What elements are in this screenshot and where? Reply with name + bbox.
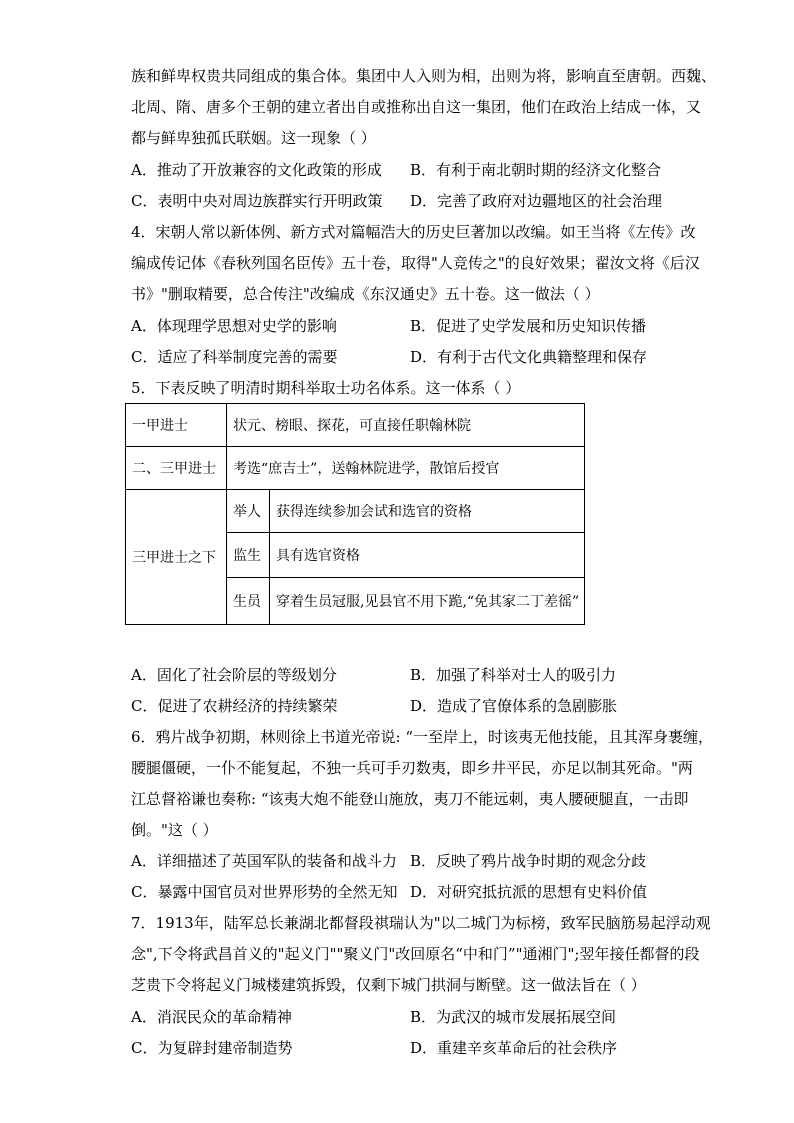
table-cell-sublabel: 监生 [227, 533, 270, 578]
table-cell-desc: 获得连续参加会试和选官的资格 [270, 490, 585, 533]
table-cell-desc: 考选“庶吉士”，送翰林院进学，散馆后授官 [227, 447, 585, 490]
q6-stem-line-2: 腰腿僵硬，一仆不能复起，不独一兵可手刃数夷，即乡井平民，亦足以制其死命。"两 [131, 759, 693, 777]
q4-option-a[interactable]: A．体现理学思想对史学的影响 [131, 317, 337, 335]
q7-option-a[interactable]: A．消泯民众的革命精神 [131, 1008, 292, 1026]
q3-option-b[interactable]: B．有利于南北朝时期的经济文化整合 [410, 161, 662, 179]
q7-stem-line-1: 7．1913年，陆军总长兼湖北都督段祺瑞认为"以二城门为标榜，致军民脑筋易起浮动观 [131, 914, 711, 932]
q7-stem-line-3: 芝贵下令将起义门城楼建筑拆毁，仅剩下城门拱洞与断壁。这一做法旨在（ ） [131, 976, 646, 994]
q6-stem-line-4: 倒。"这（ ） [131, 821, 218, 839]
table-cell-label: 一甲进士 [126, 404, 227, 447]
q6-option-c[interactable]: C．暴露中国官员对世界形势的全然无知 [131, 883, 398, 901]
table-row [126, 447, 585, 490]
q4-option-d[interactable]: D．有利于古代文化典籍整理和保存 [410, 348, 648, 366]
q7-stem-line-2: 念",下令将武昌首义的"起义门""聚义门"改回原名“中和门”"通湘门";翌年接任都督的段 [131, 945, 700, 963]
q3-option-c[interactable]: C．表明中央对周边族群实行开明政策 [131, 192, 383, 210]
q5-option-d[interactable]: D．造成了官僚体系的急剧膨胀 [410, 697, 618, 715]
q4-option-b[interactable]: B．促进了史学发展和历史知识传播 [410, 317, 647, 335]
table-cell-desc: 具有选官资格 [270, 533, 585, 578]
q7-option-c[interactable]: C．为复辟封建帝制造势 [131, 1039, 293, 1057]
keju-rank-table [125, 403, 585, 625]
table-row [126, 490, 585, 533]
table-cell-label: 二、三甲进士 [126, 447, 227, 490]
q5-option-b[interactable]: B．加强了科举对士人的吸引力 [410, 666, 617, 684]
q4-stem-line-3: 书》"删取精要，总合传注"改编成《东汉通史》五十卷。这一做法（ ） [131, 285, 600, 303]
q4-option-c[interactable]: C．适应了科举制度完善的需要 [131, 348, 338, 366]
table-cell-desc: 穿着生员冠服,见县官不用下跪,“免其家二丁差徭” [270, 578, 585, 625]
table-row [126, 404, 585, 447]
table-cell-sublabel: 举人 [227, 490, 270, 533]
q3-option-a[interactable]: A．推动了开放兼容的文化政策的形成 [131, 161, 382, 179]
q3-stem-line-3: 都与鲜卑独孤氏联姻。这一现象（ ） [131, 129, 376, 147]
q6-option-d[interactable]: D．对研究抵抗派的思想有史料价值 [410, 883, 648, 901]
q7-option-d[interactable]: D．重建辛亥革命后的社会秩序 [410, 1039, 618, 1057]
q6-option-a[interactable]: A．详细描述了英国军队的装备和战斗力 [131, 852, 397, 870]
q4-stem-line-2: 编成传记体《春秋列国名臣传》五十卷，取得"人竞传之"的良好效果；翟汝文将《后汉 [131, 254, 700, 272]
q4-stem-line-1: 4．宋朝人常以新体例、新方式对篇幅浩大的历史巨著加以改编。如王当将《左传》改 [131, 223, 696, 241]
table-cell-label: 三甲进士之下 [126, 490, 227, 625]
q5-stem: 5．下表反映了明清时期科举取士功名体系。这一体系（ ） [131, 379, 521, 397]
q3-stem-line-1: 族和鲜卑权贵共同组成的集合体。集团中人入则为相，出则为将，影响直至唐朝。西魏、 [131, 67, 717, 85]
q3-stem-line-2: 北周、隋、唐多个王朝的建立者出自或推称出自这一集团，他们在政治上结成一体，又 [131, 98, 702, 116]
table-cell-sublabel: 生员 [227, 578, 270, 625]
q5-option-a[interactable]: A．固化了社会阶层的等级划分 [131, 666, 337, 684]
q6-stem-line-1: 6．鸦片战争初期，林则徐上书道光帝说: “一至岸上，时该夷无他技能，且其浑身裹缠， [131, 728, 714, 746]
q5-option-c[interactable]: C．促进了农耕经济的持续繁荣 [131, 697, 338, 715]
q6-stem-line-3: 江总督裕谦也奏称: “该夷大炮不能登山施放，夷刀不能远刺，夷人腰硬腿直，一击即 [131, 790, 689, 808]
table-cell-desc: 状元、榜眼、探花，可直接任职翰林院 [227, 404, 585, 447]
q7-option-b[interactable]: B．为武汉的城市发展拓展空间 [410, 1008, 617, 1026]
q6-option-b[interactable]: B．反映了鸦片战争时期的观念分歧 [410, 852, 647, 870]
q3-option-d[interactable]: D．完善了政府对边疆地区的社会治理 [410, 192, 663, 210]
